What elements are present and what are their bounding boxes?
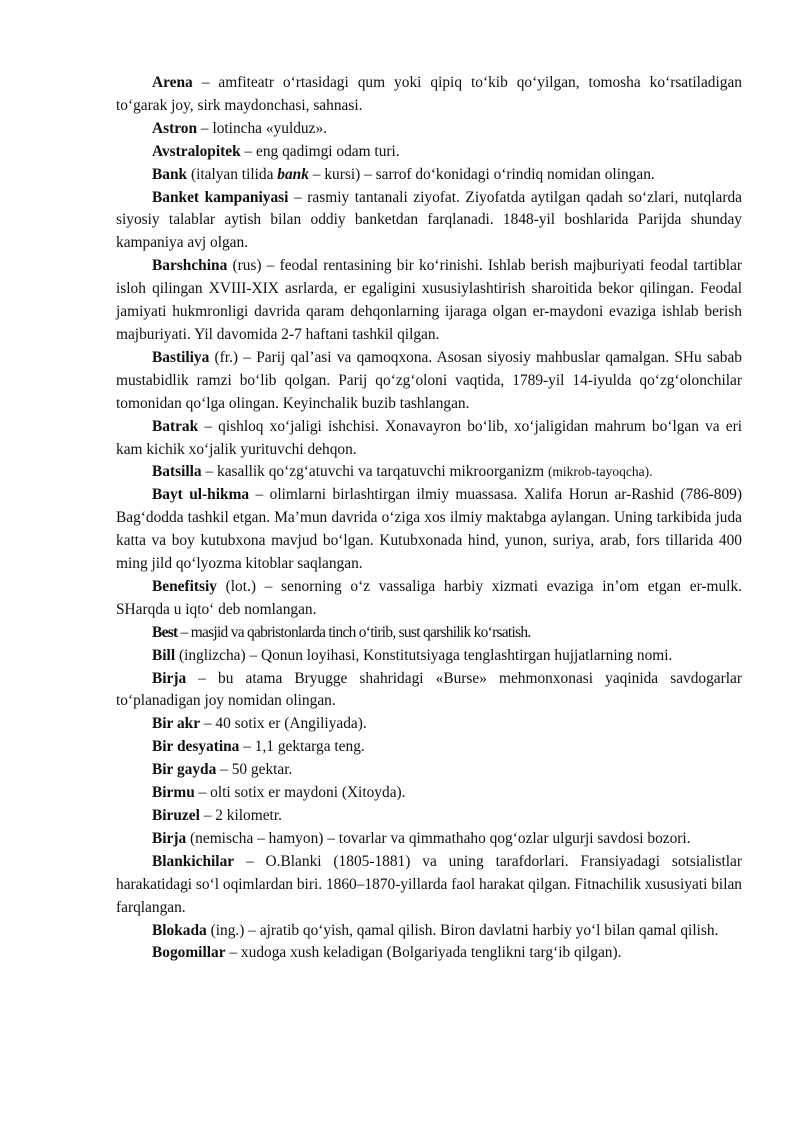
entry-bogomillar [116,942,742,965]
term: Bogomillar [152,944,226,962]
definition: (inglizcha) – Qonun loyihasi, Konstitutsiyaga tenglashtirgan hujjatlarning nomi. [175,646,673,664]
entry-birja-2 [116,828,742,851]
term: Batsilla [152,463,202,481]
term: Blankichilar [152,852,235,870]
definition: (italyan tilida [187,165,278,183]
entry-blokada [116,920,742,943]
entry-arena [116,72,742,118]
entry-bank [116,164,742,187]
entry-avstralopitek [116,141,742,164]
entry-biruzel [116,805,742,828]
term: Bayt ul-hikma [152,486,250,504]
term: Batrak [152,417,199,435]
entry-birmu [116,782,742,805]
definition: – eng qadimgi odam turi. [240,142,400,160]
definition: – kasallik qoʻzgʻatuvchi va tarqatuvchi mikroorganizm [201,463,548,481]
term: Avstralopitek [152,142,241,160]
definition-emphasis: bank [277,165,309,183]
term: Banket kampaniyasi [152,188,289,206]
definition: – O.Blanki (1805-1881) va uning tarafdorlari. Fransiyadagi sotsialistlar harakatidagi soʻl oqimlardan biri. 1860–1870-yillarda faol harakat qilgan. Fitnachilik xususiyati bilan farqlangan. [116,852,742,916]
term: Bastiliya [152,348,210,366]
definition: – qishloq xoʻjaligi ishchisi. Xonavayron boʻlib, xoʻjaligidan mahrum boʻlgan va eri kam kichik xoʻjalik yurituvchi dehqon. [116,417,742,458]
entry-bayt-ul-hikma [116,484,742,576]
term: Bir gayda [152,761,217,779]
definition: (rus) – feodal rentasining bir koʻrinishi. Ishlab berish majburiyati feodal tartiblar isloh qilingan XVIII-XIX asrlarda, er egaligini xususiylashtirish sharoitida bekor qilingan. Feodal jamiyati hukmronligi davrida qaram dehqonlarning ijaraga olgan er-maydoni evaziga ishlab berish majburiyati. Yil davomida 2-7 haftani tashkil qilgan. [116,257,742,343]
entry-batsilla [116,461,742,484]
entry-best [116,622,742,645]
term: Birja [152,669,187,687]
definition: – xudoga xush keladigan (Bolgariyada tenglikni targʻib qilgan). [225,944,622,962]
entry-bastiliya [116,347,742,416]
definition: – 2 kilometr. [199,807,282,824]
entry-birja-1 [116,668,742,714]
definition: (lot.) – senorning oʻz vassaliga harbiy xizmati evaziga inʼom etgan er-mulk. SHarqda u iqtoʻ deb nomlangan. [116,577,742,618]
document-page [116,72,742,965]
term: Birmu [152,784,195,802]
term: Bank [152,165,188,183]
entry-bir-desyatina [116,736,742,759]
entry-bill [116,645,742,668]
entry-batrak [116,416,742,462]
term: Birja [152,829,187,847]
definition: (ing.) – ajratib qoʻyish, qamal qilish. Biron davlatni harbiy yoʻl bilan qamal qilish. [206,921,719,939]
term: Bir desyatina [152,738,240,756]
definition: – 1,1 gektarga teng. [239,738,365,756]
definition: – lotincha «yulduz». [197,119,327,137]
term: Barshchina [152,257,228,275]
definition: – olimlarni birlashtirgan ilmiy muassasa. Xalifa Horun ar-Rashid (786-809) Bagʻdodda tashkil etgan. Maʼmun davrida oʻziga xos ilmiy maktabga aylangan. Uning tarkibida juda katta va boy kutubxona mavjud boʻlgan. Kutubxonada hind, yunon, suriya, arab, fors tillarida 400 ming jild qoʻlyozma kitoblar saqlangan. [116,486,742,573]
definition: – 50 gektar. [216,761,293,779]
definition: – bu atama Bryugge shahridagi «Burse» mehmonxonasi yaqinida savdogarlar toʻplanadigan joy nomidan olingan. [116,669,742,710]
entry-barshchina [116,255,742,347]
entry-astron [116,118,742,141]
term: Arena [152,74,193,91]
entry-bir-akr [116,713,742,736]
definition: – kursi) – sarrof doʻkonidagi oʻrindiq nomidan olingan. [308,165,655,183]
entry-banket-kampaniyasi [116,187,742,256]
definition: (nemischa – hamyon) – tovarlar va qimmathaho qogʻozlar ulgurji savdosi bozori. [186,829,691,847]
entry-blankichilar [116,851,742,920]
definition-small: (mikrob-tayoqcha). [547,464,653,480]
definition: – rasmiy tantanali ziyofat. Ziyofatda aytilgan qadah soʻzlari, nutqlarda siyosiy talablar aytish bilan oddiy banketdan farqlanadi. 1848-yil boshlarida Parijda shunday kampaniya avj olgan. [116,188,742,252]
term: Benefitsiy [152,577,217,595]
definition: – 40 sotix er (Angiliyada). [200,715,367,733]
term: Biruzel [152,807,200,824]
term: Astron [152,119,198,137]
entry-benefitsiy [116,576,742,622]
term: Blokada [152,921,207,939]
term: Bir akr [152,715,201,733]
entry-bir-gayda [116,759,742,782]
term: Best [152,623,178,641]
definition: – masjid va qabristonlarda tinch oʻtirib, sust qarshilik koʻrsatish. [177,623,531,641]
term: Bill [152,646,176,664]
definition: (fr.) – Parij qalʼasi va qamoqxona. Asosan siyosiy mahbuslar qamalgan. SHu sabab mustabidlik ramzi boʻlib qolgan. Parij qoʻzgʻoloni vaqtida, 1789-yil 14-iyulda qoʻzgʻolonchilar tomonidan qoʻlga olingan. Keyinchalik buzib tashlangan. [116,348,742,412]
definition: – amfiteatr oʻrtasidagi qum yoki qipiq toʻkib qoʻyilgan, tomosha koʻrsatiladigan toʻgarak joy, sirk maydonchasi, sahnasi. [116,74,742,114]
definition: – olti sotix er maydoni (Xitoyda). [194,784,406,802]
